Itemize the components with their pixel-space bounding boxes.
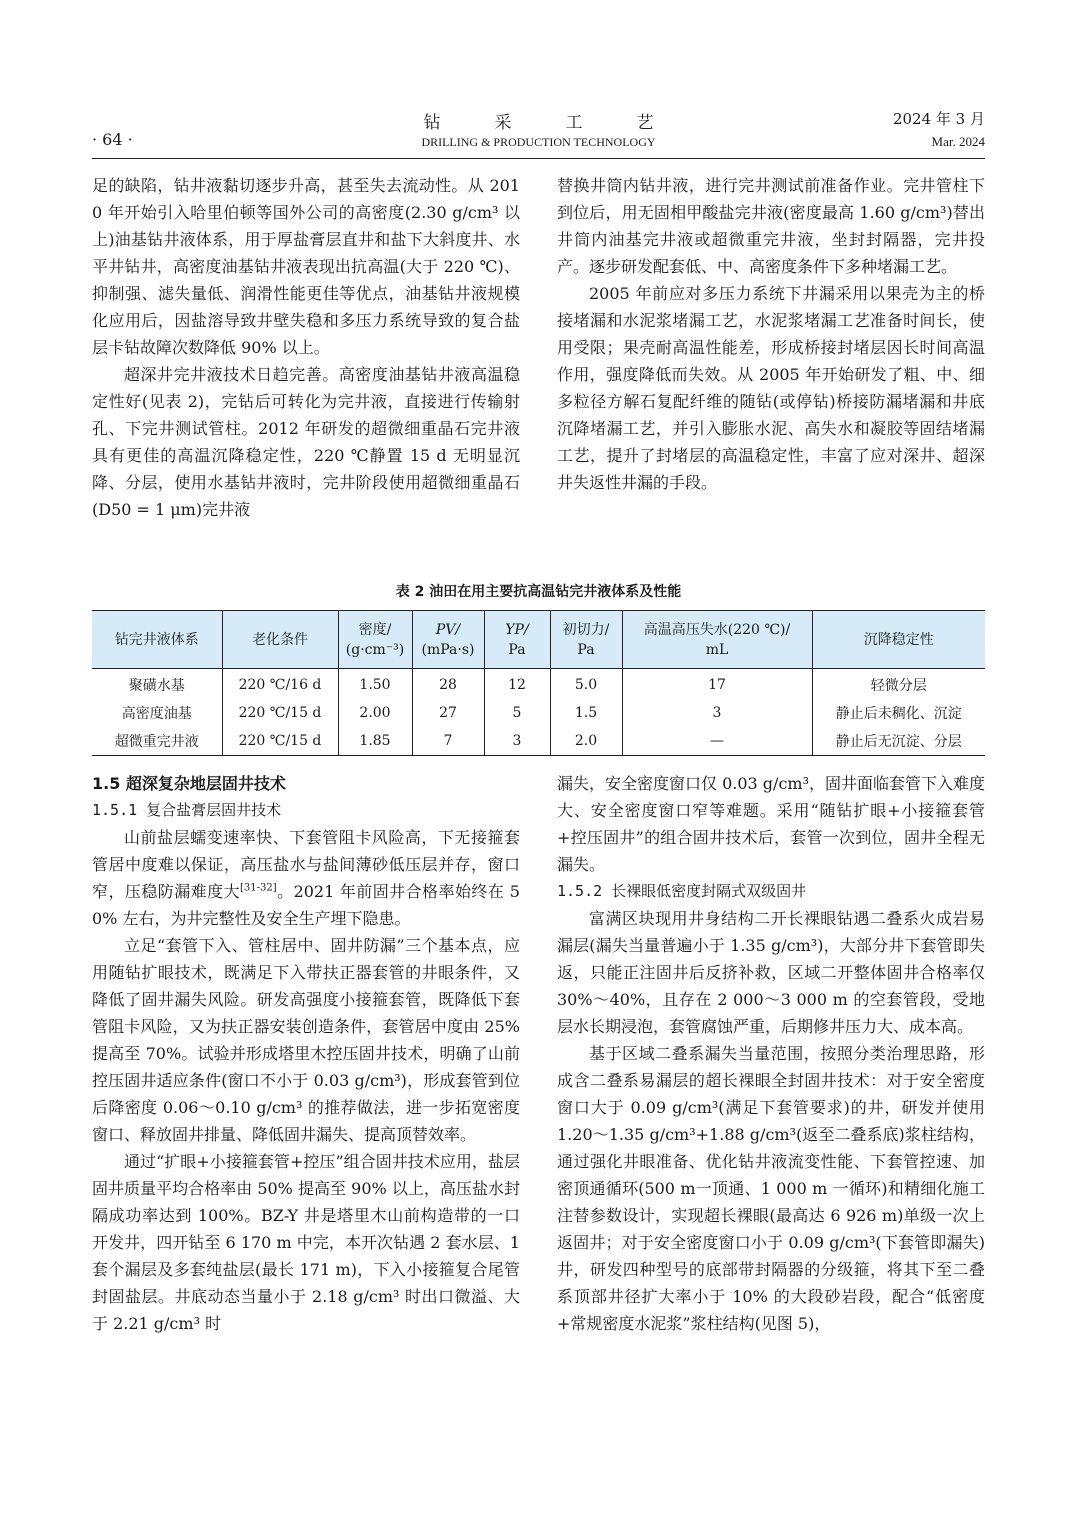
table-cell: 轻微分层 [870,678,927,694]
paragraph: 立足“套管下入、管柱居中、固井防漏”三个基本点，应用随钻扩眼技术，既满足下入带扶正器套管的井眼条件，又降低了固井漏失风险。研发高强度小接箍套管，既降低下套管阻卡风险，又为扶正器安装创造条件，套管居中度由 25% 提高至 70%。试验并形成塔里木控压固井技术，明确了山前控压固井适应条件(窗口不小于 0.03 g/cm³)，形成套管到位后降密度 0.06～0.10 g/cm³ 的推荐做法，进一步拓宽密度窗口、释放固井排量、降低固井漏失、提高顶替效率。 [92,936,520,1144]
table-cell: 2.0 [550,727,622,756]
paragraph: 超深井完井液技术日趋完善。高密度油基钻井液高温稳定性好(见表 2)，完钻后可转化为完井液，直接进行传输射孔、下完井测试管柱。2012 年研发的超微细重晶石完井液具有更佳的高温沉降稳定性，220 ℃静置 15 d 无明显沉降、分层，使用水基钻井液时，完井阶段使用超微细重晶石(D50 = 1 μm)完井液 [92,365,520,519]
paragraph: 2005 年前应对多压力系统下井漏采用以果壳为主的桥接堵漏和水泥浆堵漏工艺，水泥浆堵漏工艺准备时间长，使用受限；果壳耐高温性能差，形成桥接封堵层因长时间高温作用，强度降低而失效。从 2005 年开始研发了粗、中、细多粒径方解石复配纤维的随钻(或停钻)桥接防漏堵漏和井底沉降堵漏工艺，并引入膨胀水泥、高失水和凝胶等固结堵漏工艺，提升了封堵层的高温稳定性，丰富了应对深井、超深井失返性井漏的手段。 [557,284,985,492]
table-cell: 3 [484,727,550,756]
page-header [92,100,985,159]
properties-table [92,610,985,756]
table-cell: 220 ℃/15 d [222,727,338,756]
table-cell: 27 [412,699,484,727]
subsection-heading: 1.5.1 复合盐膏层固井技术 [92,801,282,819]
header-cell: 密度/ (g·cm⁻³) [338,611,412,669]
table-row [92,727,985,756]
table-caption: 表 2 油田在用主要抗高温钻完井液体系及性能 [395,584,682,600]
table-cell: 28 [412,669,484,700]
table-header-row [92,611,985,669]
table-cell: 静止后无沉淀、分层 [835,734,962,750]
table-cell: 5.0 [550,669,622,700]
header-cell: 初切力/ Pa [550,611,622,669]
paragraph: 足的缺陷，钻井液黏切逐步升高，甚至失去流动性。从 2010 年开始引入哈里伯顿等国外公司的高密度(2.30 g/cm³ 以上)油基钻井液体系，用于厚盐膏层直井和盐下大斜度井、水平井钻井，高密度油基钻井液表现出抗高温(大于 220 ℃)、抑制强、滤失量低、润滑性能更佳等优点，油基钻井液规模化应用后，因盐溶导致井壁失稳和多压力系统导致的复合盐层卡钻故障次数降低 90% 以上。 [92,176,520,357]
table-cell: 聚磺水基 [92,669,222,700]
table-cell: 静止后未稠化、沉淀 [835,706,962,722]
table-cell: 7 [412,727,484,756]
table-cell: 超微重完井液 [92,727,222,756]
table-cell: 1.50 [338,669,412,700]
subsection-heading: 1.5.2 长裸眼低密度封隔式双级固井 [557,882,807,900]
table-row [92,669,985,700]
left-column-bottom [92,770,520,1337]
citation: [31-32] [240,882,277,894]
table-cell: 17 [622,669,812,700]
issue-date-en: Mar. 2024 [931,134,985,149]
paragraph: 基于区域二叠系漏失当量范围，按照分类治理思路，形成含二叠系易漏层的超长裸眼全封固井技术：对于安全密度窗口大于 0.09 g/cm³(满足下套管要求)的井，研发并使用 1.20～1.35 g/cm³+1.88 g/cm³(返至二叠系底)浆柱结构，通过强化井眼准备、优化钻井液流变性能、下套管控速、加密顶通循环(500 m一顶通、1 000 m 一循环)和精细化施工注替参数设计，实现超长裸眼(最高达 6 926 m)单级一次上返固井；对于安全密度窗口小于 0.09 g/cm³(下套管即漏失)井，研发四种型号的底部带封隔器的分级箍，将其下至二叠系顶部井径扩大率小于 10% 的大段砂岩段，配合“低密度+常规密度水泥浆”浆柱结构(见图 5)， [557,1044,985,1333]
header-cell: 沉降稳定性 [863,631,934,648]
header-cell: 钻完井液体系 [92,611,222,669]
table-cell: 2.00 [338,699,412,727]
left-column-top [92,172,520,523]
table-cell: 3 [622,699,812,727]
header-cell: 老化条件 [222,611,338,669]
right-column-top [557,172,985,496]
table-cell: 1.5 [550,699,622,727]
page-number: · 64 · [92,130,133,149]
section-heading: 1.5 超深复杂地层固井技术 [92,774,286,793]
paragraph: 通过“扩眼+小接箍套管+控压”组合固井技术应用，盐层固井质量平均合格率由 50% 提高至 90% 以上，高压盐水封隔成功率达到 100%。BZ-Y 井是塔里木山前构造带的一口开发井，四开钻至 6 170 m 中完，本开次钻遇 2 套水层、1 套个漏层及多套纯盐层(最长 171 m)，下入小接箍复合尾管封固盐层。井底动态当量小于 2.18 g/cm³ 时出口微溢、大于 2.21 g/cm³ 时 [92,1152,520,1333]
journal-title-en: DRILLING & PRODUCTION TECHNOLOGY [421,135,656,149]
table-row [92,699,985,727]
table-cell: 5 [484,699,550,727]
right-column-bottom [557,770,985,1337]
header-cell: 高温高压失水(220 ℃)/ mL [622,611,812,669]
header-cell: YP/ Pa [484,611,550,669]
paragraph: 富满区块现用井身结构二开长裸眼钻遇二叠系火成岩易漏层(漏失当量普遍小于 1.35 g/cm³)，大部分井下套管即失返，只能正注固井后反挤补救，区域二开整体固井合格率仅 30%～40%，且存在 2 000～3 000 m 的空套管段，受地层水长期浸泡，套管腐蚀严重，后期修井压力大、成本高。 [557,909,985,1036]
paragraph: 替换井筒内钻井液，进行完井测试前准备作业。完井管柱下到位后，用无固相甲酸盐完井液(密度最高 1.60 g/cm³)替出井筒内油基完井液或超微重完井液，坐封封隔器，完井投产。逐步研发配套低、中、高密度条件下多种堵漏工艺。 [557,176,985,276]
table-cell: 1.85 [338,727,412,756]
table-cell: 12 [484,669,550,700]
table-cell: — [622,727,812,756]
issue-date-cn: 2024 年 3 月 [892,110,985,128]
journal-title-cn: 钻采工艺 [423,113,708,133]
paragraph: 漏失，安全密度窗口仅 0.03 g/cm³，固井面临套管下入难度大、安全密度窗口窄等难题。采用“随钻扩眼+小接箍套管+控压固井”的组合固井技术后，套管一次到位，固井全程无漏失。 [557,774,985,874]
header-cell: PV/ (mPa·s) [412,611,484,669]
table-cell: 220 ℃/15 d [222,699,338,727]
table-cell: 220 ℃/16 d [222,669,338,700]
table-cell: 高密度油基 [92,699,222,727]
paragraph: 山前盐层蠕变速率快、下套管阻卡风险高，下无接箍套管居中度难以保证，高压盐水与盐间薄砂低压层并存，窗口窄，压稳防漏难度大[31-32]。2021 年前固井合格率始终在 50% 左右，为井完整性及安全生产埋下隐患。 [92,828,520,928]
